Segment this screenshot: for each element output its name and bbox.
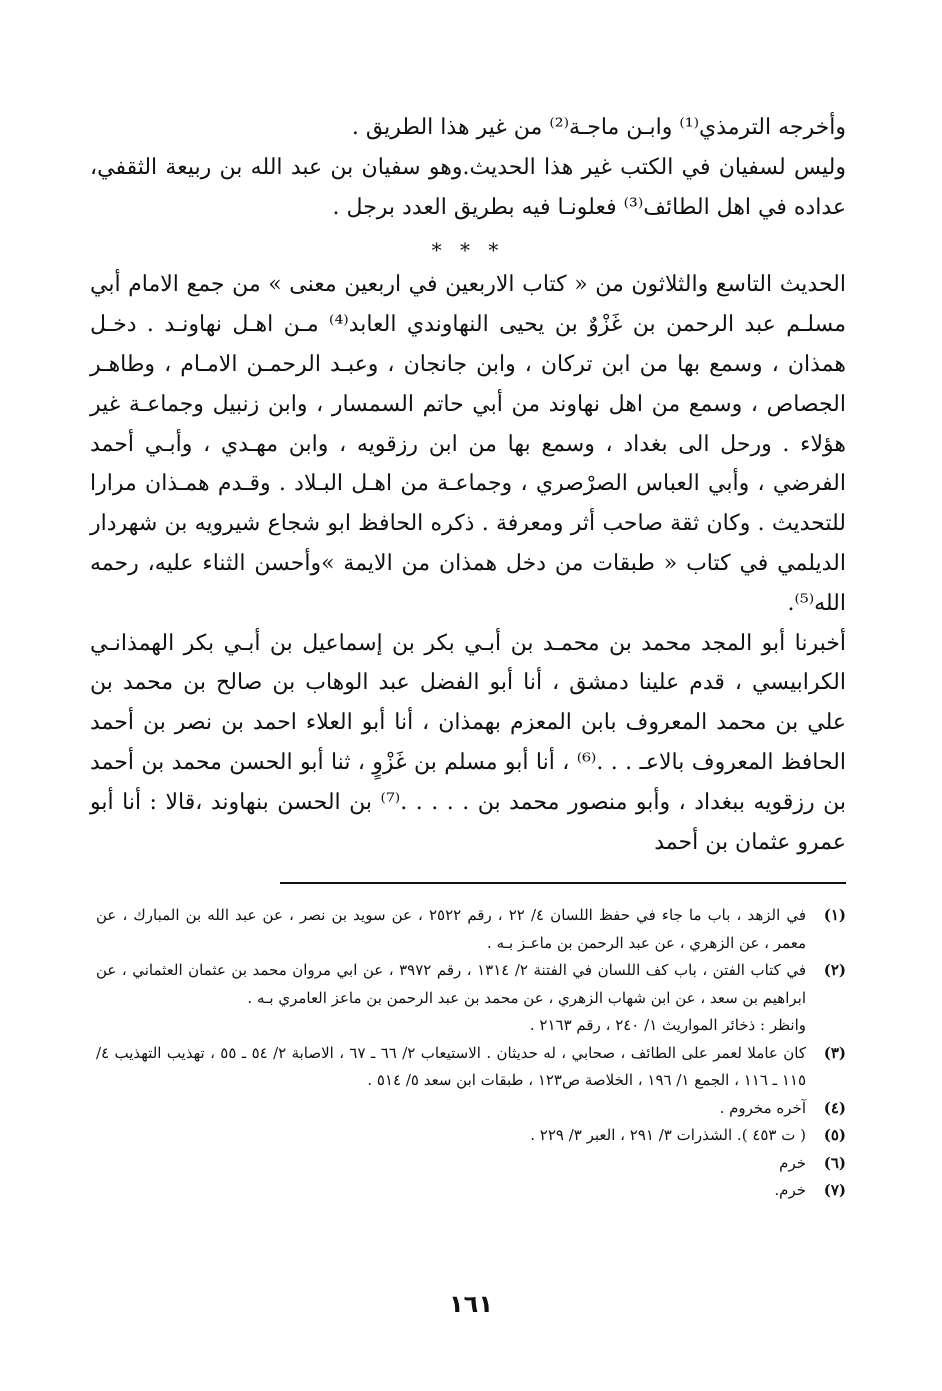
footnote-number: (٦) (823, 1153, 846, 1172)
footnote-text: في كتاب الفتن ، باب كف اللسان في الفتنة ٢/ ١٣١٤ ، رقم ٣٩٧٢ ، عن ابي مروان محمد بن عثمان العثماني ، عن ابراهيم بن سعد ، عن ابن شهاب الزهري ، عن محمد بن عبد الرحمن بن ماعز العامري بـه . (96, 961, 806, 1007)
footnote-number: (٢) (823, 961, 846, 979)
footnote-text: في الزهد ، باب ما جاء في حفظ اللسان ٤/ ٢٢ ، رقم ٢٥٢٢ ، عن سويد بن نصر ، عن عبد الله بن المبارك ، عن معمر ، عن الزهري ، عن عبد الرحمن بن ماعـز بـه . (96, 906, 807, 952)
page-number: ١٦١ (449, 1290, 493, 1318)
footnote-text: خرم. (774, 1181, 806, 1199)
footnote-1 (96, 902, 846, 957)
footnote-divider (280, 882, 846, 884)
footnote-number: (١) (823, 906, 846, 924)
footnote-5 (96, 1122, 846, 1150)
footnote-3 (96, 1040, 846, 1095)
text-line-1: وأخرجه الترمذي⁽¹⁾ وابـن ماجـة⁽²⁾ من غير هذا الطريق . (351, 115, 846, 140)
footnote-number: (٥) (823, 1126, 846, 1144)
footnote-7 (96, 1177, 846, 1205)
footnote-number: (٤) (823, 1098, 846, 1117)
footnote-number: (٣) (823, 1043, 846, 1062)
text-line-2: وليس لسفيان في الكتب غير هذا الحديث.وهو سفيان بن عبد الله بن ربيعة الثقفي، عداده في اهل الطائف⁽³⁾ فعلونـا فيه بطريق العدد برجل . (90, 154, 846, 220)
footnote-text: كان عاملا لعمر على الطائف ، صحابي ، له حديثان . الاستيعاب ٢/ ٦٦ ـ ٦٧ ، الاصابة ٢/ ٥٤ ـ ٥٥ ، تهذيب التهذيب ٤/ ١١٥ ـ ١١٦ ، الجمع ١/ ١٩٦ ، الخلاصة ص١٢٣ ، طبقات ابن سعد ٥/ ٥١٤ . (96, 1043, 806, 1089)
footnote-4 (96, 1095, 846, 1123)
hadith-paragraph-1: الحديث التاسع والثلاثون من « كتاب الاربعين في اربعين معنى » من جمع الامام أبي مسلـم عبد الرحمن بن غَزْوٌ بن يحيى النهاوندي العابد⁽⁴⁾ مـن اهـل نهاونـد . دخـل همذان ، وسمع بها من ابن تركان ، وابن جانجان ، وعبـد الرحمـن الامـام ، وطاهـر الجصاص ، وسمع من اهل نهاوند من أبي حاتم السمسار ، وابن زنبيل وجماعـة غير هؤلاء . ورحل الى بغداد ، وسمع بها من ابن رزقويه ، وابن مهـدي ، وأبـي أحمد الفرضي ، وأبي العباس الصرْصري ، وجماعـة من اهـل البـلاد . وقـدم همـذان مرارا للتحديث . وكان ثقة صاحب أثر ومعرفة . ذكره الحافظ ابو شجاع شيرويه بن شهردار الديلمي في كتاب « طبقات من دخل همذان من الايمة »وأحسن الثناء عليه، رحمه الله⁽⁵⁾. (90, 272, 846, 616)
section-separator: * * * (431, 238, 505, 263)
footnote-6 (96, 1150, 846, 1178)
footnote-text: ( ت ٤٥٣ ). الشذرات ٣/ ٢٩١ ، العبر ٣/ ٢٢٩ . (530, 1126, 806, 1144)
footnotes (96, 902, 846, 1205)
footnote-number (806, 1012, 846, 1040)
hadith-paragraph-2: أخبرنا أبو المجد محمد بن محمـد بن أبـي بكر بن إسماعيل بن أبـي بكر الهمذانـي الكرابيسي ، قدم علينا دمشق ، أنا أبو الفضل عبد الوهاب بن صالح بن محمد بن علي بن محمد المعروف بابن المعزم بهمذان ، أنا أبو العلاء احمد بن نصر بن أحمد الحافظ المعروف بالاعـ . . .⁽⁶⁾ ، أنا أبو مسلم بن غَزْوٍ ، ثنا أبو الحسن محمد بن أحمد بن رزقويه ببغداد ، وأبو منصور محمد بن . . . . .⁽⁷⁾ بن الحسن بنهاوند ،قالا : أنا أبو عمرو عثمان بن أحمد (90, 630, 846, 855)
footnote-number: (٧) (823, 1181, 846, 1199)
footnote-text: خرم (779, 1153, 806, 1172)
footnote-text: وانظر : ذخائر المواريث ١/ ٢٤٠ ، رقم ٢١٦٣ . (529, 1016, 806, 1034)
main-text (90, 108, 846, 862)
footnote-2 (96, 957, 846, 1012)
footnote-text: آخره مخروم . (719, 1098, 806, 1117)
footnote-2-continuation (96, 1012, 846, 1040)
